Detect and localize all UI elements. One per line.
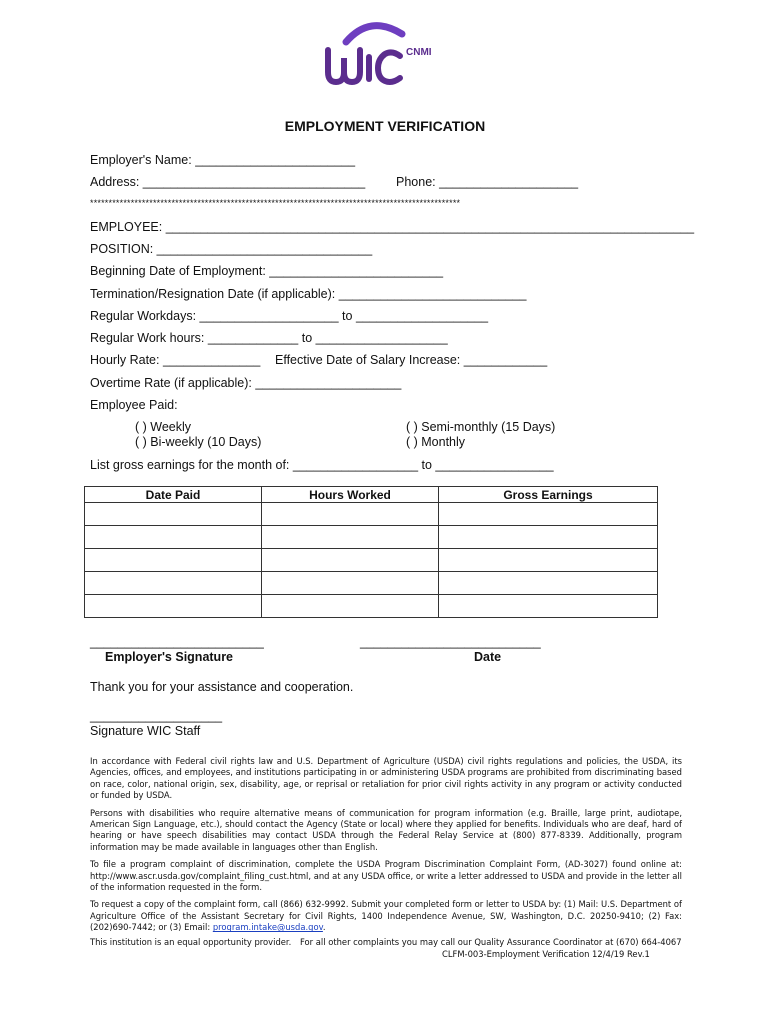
regular-work-hours-field[interactable]: Regular Work hours: _____________ to ___________________: [90, 331, 448, 345]
thank-you-text: Thank you for your assistance and cooperation.: [90, 680, 354, 694]
table-cell[interactable]: [262, 595, 439, 618]
legal-paragraph: Persons with disabilities who require alternative means of communication for program information (e.g. Braille, large print, audiotape, American Sign Language, etc.), should contact the Agency (State or local) where they applied for benefits. Individuals who are deaf, hard of hearing or have speech disabilities may contact USDA through the Federal Relay Service at (800) 877-8339. Additionally, program information may be made available in languages other than English.: [90, 807, 682, 852]
separator-stars: ****************************************************************************************************: [90, 198, 461, 208]
employer-signature-label: Employer's Signature: [105, 650, 234, 664]
weekly-option[interactable]: ( ) Weekly: [135, 420, 192, 434]
table-row: [85, 526, 658, 549]
table-cell[interactable]: [262, 526, 439, 549]
phone-field[interactable]: Phone: ____________________: [396, 175, 579, 189]
earnings-table: [84, 486, 658, 618]
table-cell[interactable]: [85, 595, 262, 618]
table-cell[interactable]: [439, 572, 658, 595]
table-cell[interactable]: [85, 572, 262, 595]
logo-sub: CNMI: [406, 47, 432, 58]
staff-signature-line[interactable]: ___________________: [90, 709, 223, 723]
regular-workdays-field[interactable]: Regular Workdays: ____________________ to ___________________: [90, 309, 489, 323]
table-row: [85, 549, 658, 572]
table-cell[interactable]: [439, 595, 658, 618]
gross-earnings-field[interactable]: List gross earnings for the month of: __________________ to _________________: [90, 458, 554, 472]
biweekly-option[interactable]: ( ) Bi-weekly (10 Days): [135, 435, 262, 449]
table-row: [85, 503, 658, 526]
beginning-date-field[interactable]: Beginning Date of Employment: _________________________: [90, 264, 444, 278]
page-title: EMPLOYMENT VERIFICATION: [284, 118, 486, 134]
nondiscrimination-statement: [90, 756, 682, 940]
employer-signature-line[interactable]: _________________________: [90, 635, 264, 649]
table-cell[interactable]: [439, 503, 658, 526]
staff-signature-label: Signature WIC Staff: [90, 724, 201, 738]
table-row: [85, 572, 658, 595]
table-cell[interactable]: [439, 526, 658, 549]
semimonthly-option[interactable]: ( ) Semi-monthly (15 Days): [406, 420, 556, 434]
table-cell[interactable]: [85, 503, 262, 526]
col-hours-worked: Hours Worked: [262, 487, 439, 503]
table-cell[interactable]: [85, 549, 262, 572]
equal-opportunity-text: This institution is an equal opportunity provider.: [90, 937, 292, 947]
col-gross-earnings: Gross Earnings: [439, 487, 658, 503]
employee-paid-label: Employee Paid:: [90, 398, 178, 412]
table-cell[interactable]: [439, 549, 658, 572]
table-cell[interactable]: [262, 549, 439, 572]
col-date-paid: Date Paid: [85, 487, 262, 503]
table-row: [85, 595, 658, 618]
effective-date-field[interactable]: Effective Date of Salary Increase: ____________: [275, 353, 548, 367]
monthly-option[interactable]: ( ) Monthly: [406, 435, 466, 449]
email-link[interactable]: program.intake@usda.gov: [212, 922, 323, 933]
hourly-rate-field[interactable]: Hourly Rate: ______________: [90, 353, 261, 367]
position-field[interactable]: POSITION: _______________________________: [90, 242, 373, 256]
overtime-rate-field[interactable]: Overtime Rate (if applicable): _____________________: [90, 376, 402, 390]
form-id: CLFM-003-Employment Verification 12/4/19 Rev.1: [442, 949, 650, 959]
date-label: Date: [474, 650, 502, 664]
legal-paragraph: In accordance with Federal civil rights law and U.S. Department of Agriculture (USDA) civil rights regulations and policies, the USDA, its Agencies, offices, and employees, and institutions participating in or administering USDA programs are prohibited from discriminating based on race, color, national origin, sex, disability, age, or reprisal or retaliation for prior civil rights activity in any program or activity conducted or funded by USDA.: [90, 756, 682, 801]
address-field[interactable]: Address: ________________________________: [90, 175, 366, 189]
employer-name-field[interactable]: Employer's Name: _______________________: [90, 153, 356, 167]
table-cell[interactable]: [85, 526, 262, 549]
table-cell[interactable]: [262, 572, 439, 595]
date-line[interactable]: __________________________: [360, 635, 541, 649]
employee-field[interactable]: EMPLOYEE: ____________________________________________________________________________: [90, 220, 695, 234]
legal-text: To request a copy of the complaint form, call (866) 632-9992. Submit your completed form or letter to USDA by: (1) Mail: U.S. Department of Agriculture Office of the Assistant Secretary for Civil Rights, 1400 Independence Avenue, SW, Washington, D.C. 20250-9410; (2) Fax: (202)690-7442; or (3) Email:: [90, 899, 682, 933]
legal-paragraph: [90, 899, 682, 933]
wic-cnmi-logo: [322, 20, 442, 90]
legal-paragraph: To file a program complaint of discrimination, complete the USDA Program Discrimination Complaint Form, (AD-3027) found online at: http://www.ascr.usda.gov/complaint_filing_cust.html, and at any USDA office, or write a letter addressed to USDA and provide in the letter all of the information requested in the form.: [90, 859, 682, 893]
legal-text: .: [322, 922, 326, 933]
quality-assurance-text: For all other complaints you may call our Quality Assurance Coordinator at (670) 664-4067: [300, 937, 682, 947]
table-cell[interactable]: [262, 503, 439, 526]
termination-date-field[interactable]: Termination/Resignation Date (if applicable): ___________________________: [90, 287, 527, 301]
